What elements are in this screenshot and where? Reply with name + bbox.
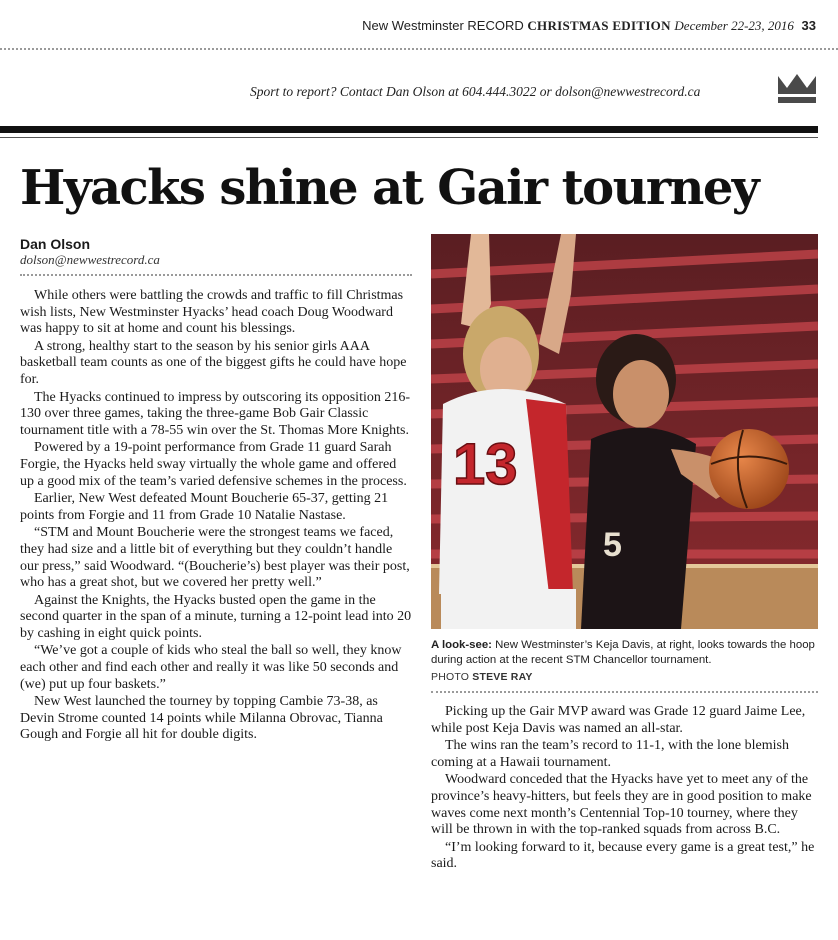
paragraph: Powered by a 19-point performance from Grade 11 guard Sarah Forgie, the Hyacks held sway virtually the whole game and offered up a good mix of the team’s varied defensive schemes in the process. — [20, 440, 407, 489]
paragraph: “We’ve got a couple of kids who steal the ball so well, they know each other and find each other and really it was like 50 seconds and (we) put up four baskets.” — [20, 643, 402, 692]
paragraph: Against the Knights, the Hyacks busted open the game in the second quarter in the span of a minute, turning a 12-point lead into 20 by cashing in eight quick points. — [20, 592, 412, 641]
contact-line: Sport to report? Contact Dan Olson at 604.444.3022 or dolson@newwestrecord.ca — [250, 84, 701, 99]
section-rule — [0, 126, 818, 133]
paragraph: A strong, healthy start to the season by his senior girls AAA basketball team counts as one of the biggest gifts he could have hope for. — [20, 338, 407, 387]
section-rule-thin — [0, 137, 818, 138]
top-divider — [0, 48, 838, 50]
paragraph: “I’m looking forward to it, because every game is a great test,” he said. — [431, 839, 815, 872]
caption-text: New Westminster’s Keja Davis, at right, looks towards the hoop during action at the recent STM Chancellor tournament. — [431, 639, 815, 666]
masthead — [362, 18, 816, 34]
caption-lead: A look-see: — [431, 639, 492, 651]
photo-caption — [431, 638, 821, 668]
paragraph: New West launched the tourney by topping Cambie 73-38, as Devin Strome counted 14 points while Milanna Obrovac, Tianna Gough and Forgie all hit for double digits. — [20, 694, 383, 743]
credit-name: STEVE RAY — [472, 671, 533, 683]
paragraph: The wins ran the team’s record to 11-1, with the lone blemish coming at a Hawaii tournament. — [431, 738, 789, 770]
byline-name: Dan Olson — [20, 236, 91, 252]
photo-credit — [431, 671, 533, 683]
basketball-photo-illustration — [431, 234, 818, 629]
paragraph: Earlier, New West defeated Mount Boucherie 65-37, getting 21 points from Forgie and 11 from Grade 10 Natalie Nastase. — [20, 491, 389, 523]
paragraph: “STM and Mount Boucherie were the strongest teams we faced, they had size and a little bit of everything but they couldn’t handle our press,” said Woodward. “(Boucherie’s) best player was their post, who has a great shot, but we covered her pretty well.” — [20, 525, 410, 591]
page-number: 33 — [801, 18, 816, 33]
caption-divider — [431, 691, 818, 693]
paper-name: New Westminster RECORD — [362, 18, 524, 33]
credit-label: PHOTO — [431, 671, 473, 683]
issue-date: December 22-23, 2016 — [674, 18, 794, 33]
article-photo — [431, 234, 818, 629]
byline-divider — [20, 274, 412, 276]
paragraph: Woodward conceded that the Hyacks have yet to meet any of the province’s heavy-hitters, but feels they are in good position to make waves come next month’s Centennial Top-10 tourney, where they will be thrown in with the top-ranked squads from across B.C. — [431, 772, 812, 838]
paragraph: While others were battling the crowds and traffic to fill Christmas wish lists, New Westminster Hyacks’ head coach Doug Woodward was happy to sit at home and count his blessings. — [20, 288, 404, 337]
article-column-2 — [431, 704, 818, 874]
headline: Hyacks shine at Gair tourney — [20, 160, 759, 216]
crown-icon — [776, 72, 818, 106]
paragraph: Picking up the Gair MVP award was Grade 12 guard Jaime Lee, while post Keja Davis was named an all-star. — [431, 704, 806, 736]
jersey-number-left: 13 — [453, 432, 518, 497]
edition-name: CHRISTMAS EDITION — [527, 18, 671, 33]
jersey-number-right: 5 — [603, 526, 622, 564]
paragraph: The Hyacks continued to impress by outscoring its opposition 216-130 over three games, taking the three-game Bob Gair Classic tournament title with a 78-55 win over the St. Thomas More Knights. — [20, 389, 411, 438]
article-column-1 — [20, 288, 412, 745]
byline-email: dolson@newwestrecord.ca — [20, 252, 160, 267]
